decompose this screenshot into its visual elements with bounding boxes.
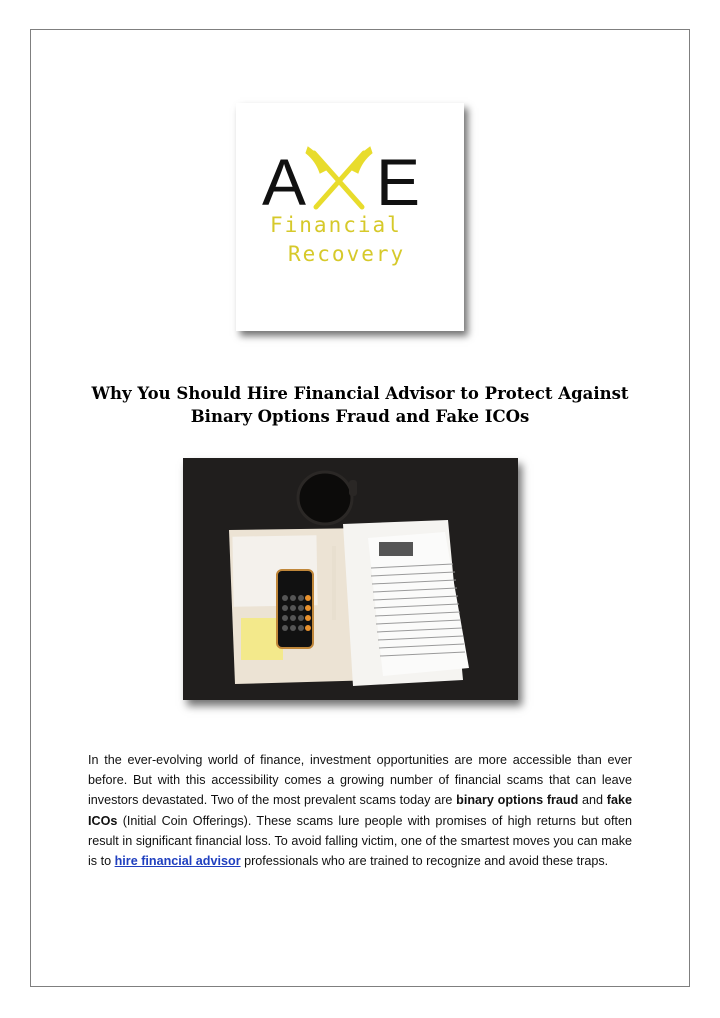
paragraph-text-3: (Initial Coin Offerings). These scams lure people with promises of high returns but often result in significant financial loss. To avoid falling victim, one of the smartest moves you can make is to	[88, 813, 632, 869]
title-line-1: Why You Should Hire Financial Advisor to Protect Against	[91, 384, 629, 403]
article-paragraph	[88, 750, 632, 871]
paragraph-text-1: In the ever-evolving world of finance, investment opportunities are more accessible than ever before. But with this accessibility comes a growing number of financial scams that can leave investors devastated. Two of the most prevalent scams today are	[88, 753, 632, 808]
company-logo	[236, 103, 464, 331]
logo-letter-e: E	[376, 145, 421, 213]
desk-with-tax-forms-calculator-coffee-image	[183, 458, 518, 700]
bold-term-binary-options-fraud: binary options fraud	[456, 793, 579, 808]
logo-letter-a: A	[262, 145, 307, 213]
article-photo	[183, 458, 518, 700]
article-title	[60, 382, 660, 428]
hire-financial-advisor-link[interactable]: hire financial advisor	[114, 854, 241, 869]
title-line-2: Binary Options Fraud and Fake ICOs	[190, 407, 530, 426]
logo-text-financial: Financial	[270, 213, 402, 237]
bold-term-fake-icos: fake ICOs	[88, 793, 633, 828]
paragraph-text-2: and	[578, 793, 607, 808]
paragraph-text-4: professionals who are trained to recognize and avoid these traps.	[240, 854, 609, 869]
axe-logo-mark	[236, 143, 464, 213]
logo-text-recovery: Recovery	[288, 242, 406, 266]
crossed-pickaxes-icon	[306, 147, 372, 207]
